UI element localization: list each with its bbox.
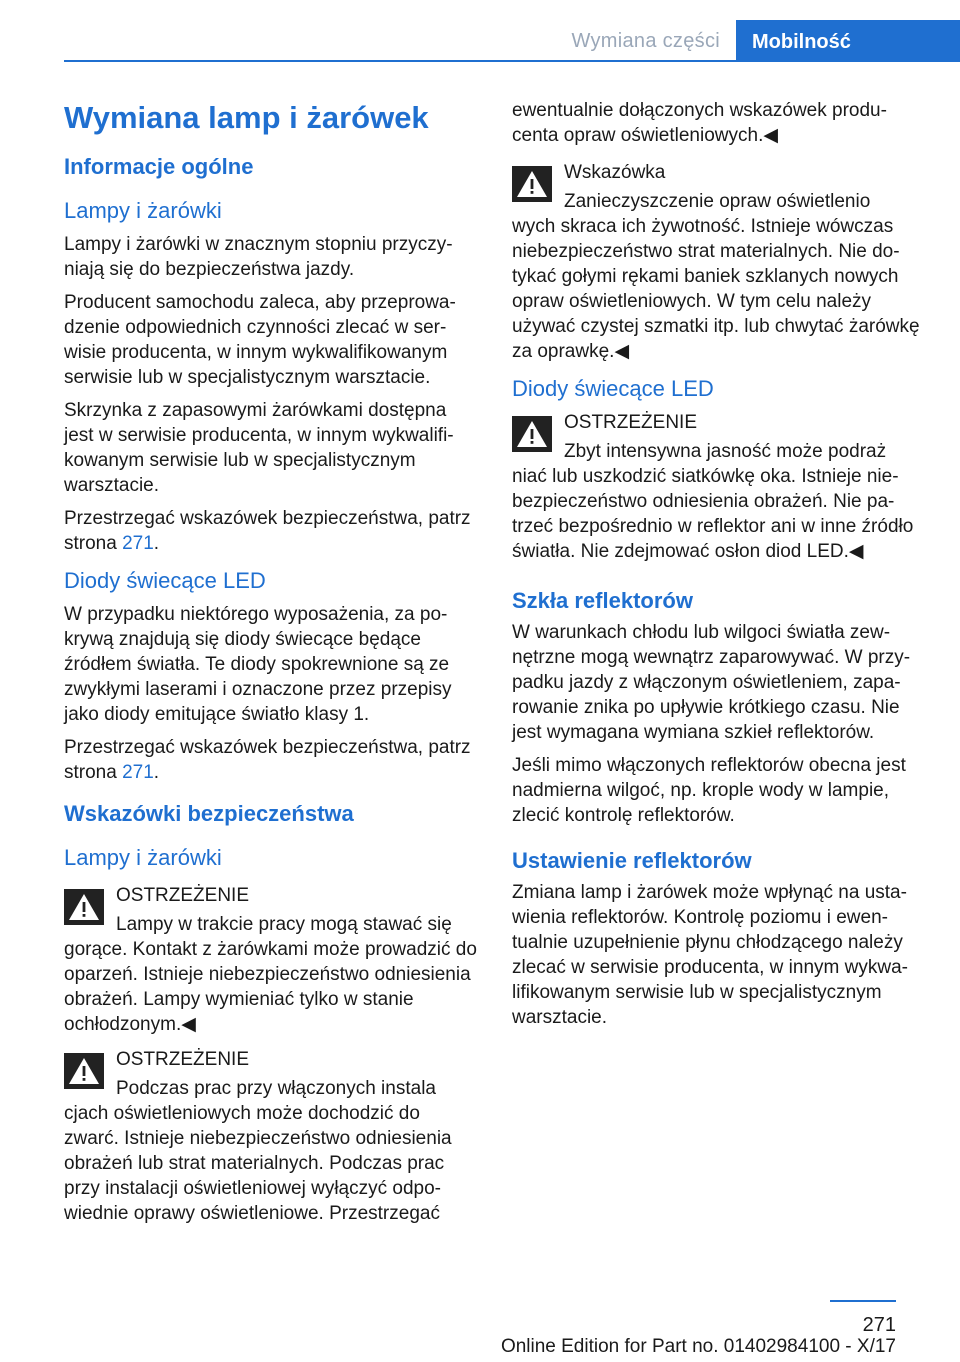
paragraph-end: . [153, 762, 160, 783]
heading-safety: Wskazówki bezpieczeństwa [64, 801, 354, 826]
heading-reflector-glass: Szkła reflektorów [512, 588, 693, 613]
paragraph-with-link [64, 735, 478, 785]
warning-text: niać lub uszkodzić siatkówkę oka. Istnieje niebezpieczeństwo odniesienia obrażeń. Nie patrzeć bezpośrednio w reflektor ani w inne źródło światła. Nie zdejmować osłon diod LED.◀ [512, 466, 914, 562]
note-block [512, 160, 926, 364]
paragraph: W przypadku niektórego wyposażenia, za pokrywą znajdują się diody świecące będące źródłem światła. Te diody spokrewnione są ze zwykłymi laserami i oznaczone przez przepisy jako diody emitujące światło klasy 1. [64, 604, 452, 725]
paragraph-end: . [153, 533, 160, 554]
warning-triangle-icon [64, 1053, 104, 1089]
right-column [512, 98, 926, 1038]
header-divider [64, 60, 960, 62]
paragraph: Skrzynka z zapasowymi żarówkami dostępna jest w serwisie producenta, w innym wykwalifikowanym serwisie lub w specjalistycznym warsztacie. [64, 400, 454, 496]
left-column [64, 98, 478, 1236]
paragraph-text: Przestrzegać wskazówek bezpieczeństwa, patrz strona [64, 737, 471, 783]
warning-block [64, 883, 478, 1037]
page-link[interactable]: 271 [122, 533, 154, 554]
warning-title: OSTRZEŻENIE [116, 885, 250, 906]
header-chapter-tab: Mobilność [736, 20, 960, 62]
warning-title: OSTRZEŻENIE [116, 1049, 250, 1070]
warning-block [64, 1047, 478, 1226]
warning-triangle-icon [512, 416, 552, 452]
heading-lamps: Lampy i żarówki [64, 198, 222, 223]
paragraph: W warunkach chłodu lub wilgoci światła zewnętrzne mogą wewnątrz zaparowywać. W przypadku jazdy z włączonym oświetleniem, zaparowanie znika po upływie krótkiego czasu. Nie jest wymagana wymiana szkieł reflektorów. [512, 622, 911, 743]
heading-lamps: Lampy i żarówki [64, 845, 222, 870]
page-number: 271 [862, 1314, 896, 1336]
page-header [0, 0, 960, 62]
warning-triangle-icon [512, 166, 552, 202]
footer-divider [830, 1300, 896, 1302]
heading-headlight-adjust: Ustawienie reflektorów [512, 848, 752, 873]
warning-triangle-icon [64, 889, 104, 925]
note-title: Wskazówka [564, 162, 666, 183]
paragraph: Producent samochodu zaleca, aby przeprowadzenie odpowiednich czynności zlecać w serwisie producenta, w innym wykwalifikowanym serwisie lub w specjalistycznym warsztacie. [64, 292, 456, 388]
paragraph: Lampy i żarówki w znacznym stopniu przyczyniają się do bezpieczeństwa jazdy. [64, 234, 453, 280]
warning-first-line: Lampy w trakcie pracy mogą stawać się [116, 914, 452, 935]
note-first-line: Zanieczyszczenie opraw oświetlenio [564, 191, 871, 212]
page-title: Wymiana lamp i żarówek [64, 100, 429, 135]
note-text: wych skraca ich żywotność. Istnieje wówczas niebezpieczeństwo strat materialnych. Nie dotykać gołymi rękami baniek szklanych nowych opraw oświetleniowych. W tym celu należy używać czystej szmatki itp. lub chwytać żarówkę za oprawkę.◀ [512, 216, 920, 362]
page-link[interactable]: 271 [122, 762, 154, 783]
heading-general-info: Informacje ogólne [64, 154, 254, 179]
warning-block [512, 410, 926, 564]
heading-led: Diody świecące LED [64, 568, 266, 593]
paragraph: Zmiana lamp i żarówek może wpłynąć na ustawienia reflektorów. Kontrolę poziomu i ewentualnie uzupełnienie płynu chłodzącego należy zlecać w serwisie producenta, w innym wykwalifikowanym serwisie lub w specjalistycznym warsztacie. [512, 882, 908, 1028]
heading-led: Diody świecące LED [512, 376, 714, 401]
paragraph: Jeśli mimo włączonych reflektorów obecna jest nadmierna wilgoć, np. krople wody w lampie, zlecić kontrolę reflektorów. [512, 755, 906, 826]
warning-first-line: Zbyt intensywna jasność może podraż [564, 441, 887, 462]
header-section-label: Wymiana części [571, 30, 720, 52]
warning-first-line: Podczas prac przy włączonych instala [116, 1078, 436, 1099]
warning-title: OSTRZEŻENIE [564, 412, 698, 433]
paragraph-with-link [64, 506, 478, 556]
page-footer [0, 1300, 960, 1362]
paragraph-text: Przestrzegać wskazówek bezpieczeństwa, patrz strona [64, 508, 471, 554]
paragraph-continued: ewentualnie dołączonych wskazówek producenta opraw oświetleniowych.◀ [512, 100, 887, 146]
edition-note: Online Edition for Part no. 01402984100 - X/17 [500, 1336, 896, 1357]
warning-text: gorące. Kontakt z żarówkami może prowadzić do oparzeń. Istnieje niebezpieczeństwo odniesienia obrażeń. Lampy wymieniać tylko w stanie ochłodzonym.◀ [64, 939, 477, 1035]
warning-text: cjach oświetleniowych może dochodzić do zwarć. Istnieje niebezpieczeństwo odniesienia obrażeń lub strat materialnych. Podczas prac przy instalacji oświetleniowej wyłączyć odpowiednie oprawy oświetleniowe. Przestrzegać [64, 1103, 452, 1224]
